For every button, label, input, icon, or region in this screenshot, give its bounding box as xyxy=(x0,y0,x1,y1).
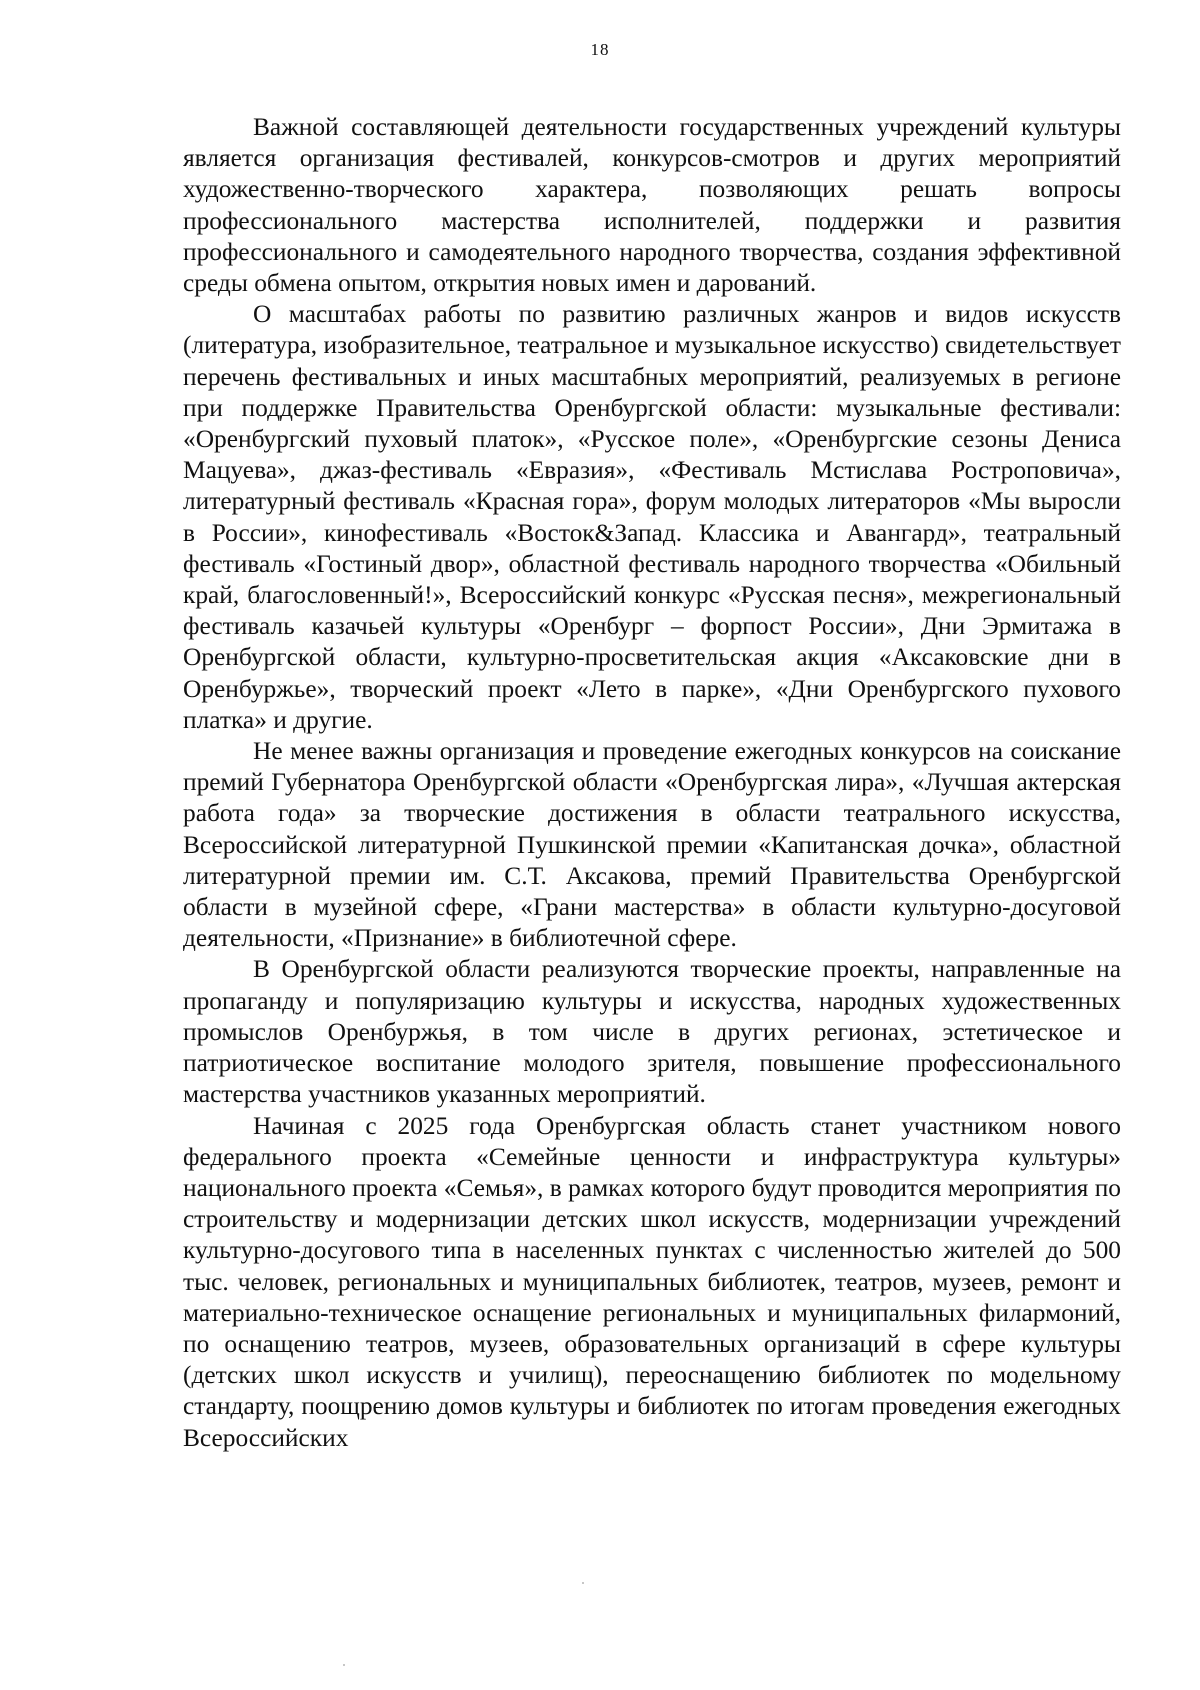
paragraph-festivals-importance: Важной составляющей деятельности государственных учреждений культуры является организация фестивалей, конкурсов-смотров и других мероприятий художественно-творческого характера, позволяющих решать вопросы профессионального мастерства исполнителей, поддержки и развития профессионального и самодеятельного народного творчества, создания эффективной среды обмена опытом, открытия новых имен и дарований. xyxy=(183,113,1121,298)
scan-speck xyxy=(343,1664,345,1666)
page-number: 18 xyxy=(590,40,610,59)
paragraph-festival-list: О масштабах работы по развитию различных жанров и видов искусств (литература, изобразительное, театральное и музыкальное искусство) свидетельствует перечень фестивальных и иных масштабных мероприятий, реализуемых в регионе при поддержке Правительства Оренбургской области: музыкальные фестивали: «Оренбургский пуховый платок», «Русское поле», «Оренбургские сезоны Дениса Мацуева», джаз-фестиваль «Евразия», «Фестиваль Мстислава Ростроповича», литературный фестиваль «Красная гора», форум молодых литераторов «Мы выросли в России», кинофестиваль «Восток&Запад. Классика и Авангард», театральный фестиваль «Гостиный двор», областной фестиваль народного творчества «Обильный край, благословенный!», Всероссийский конкурс «Русская песня», межрегиональный фестиваль казачьей культуры «Оренбург – форпост России», Дни Эрмитажа в Оренбургской области, культурно-просветительская акция «Аксаковские дни в Оренбуржье», творческий проект «Лето в парке», «Дни Оренбургского пухового платка» и другие. xyxy=(183,300,1121,734)
body-text xyxy=(183,112,1121,1454)
paragraph-awards: Не менее важны организация и проведение ежегодных конкурсов на соискание премий Губернатора Оренбургской области «Оренбургская лира», «Лучшая актерская работа года» за творческие достижения в области театрального искусства, Всероссийской литературной Пушкинской премии «Капитанская дочка», областной литературной премии им. С.Т. Аксакова, премий Правительства Оренбургской области в музейной сфере, «Грани мастерства» в области культурно-досуговой деятельности, «Признание» в библиотечной сфере. xyxy=(183,737,1121,953)
scan-speck xyxy=(582,1582,584,1584)
paragraph-creative-projects: В Оренбургской области реализуются творческие проекты, направленные на пропаганду и популяризацию культуры и искусства, народных художественных промыслов Оренбуржья, в том числе в других регионах, эстетическое и патриотическое воспитание молодого зрителя, повышение профессионального мастерства участников указанных мероприятий. xyxy=(183,955,1121,1109)
paragraph-national-project: Начиная с 2025 года Оренбургская область станет участником нового федерального проекта «Семейные ценности и инфраструктура культуры» национального проекта «Семья», в рамках которого будут проводится мероприятия по строительству и модернизации детских школ искусств, модернизации учреждений культурно-досугового типа в населенных пунктах с численностью жителей до 500 тыс. человек, региональных и муниципальных библиотек, театров, музеев, ремонт и материально-техническое оснащение региональных и муниципальных филармоний, по оснащению театров, музеев, образовательных организаций в сфере культуры (детских школ искусств и училищ), переоснащению библиотек по модельному стандарту, поощрению домов культуры и библиотек по итогам проведения ежегодных Всероссийских xyxy=(183,1111,1121,1452)
